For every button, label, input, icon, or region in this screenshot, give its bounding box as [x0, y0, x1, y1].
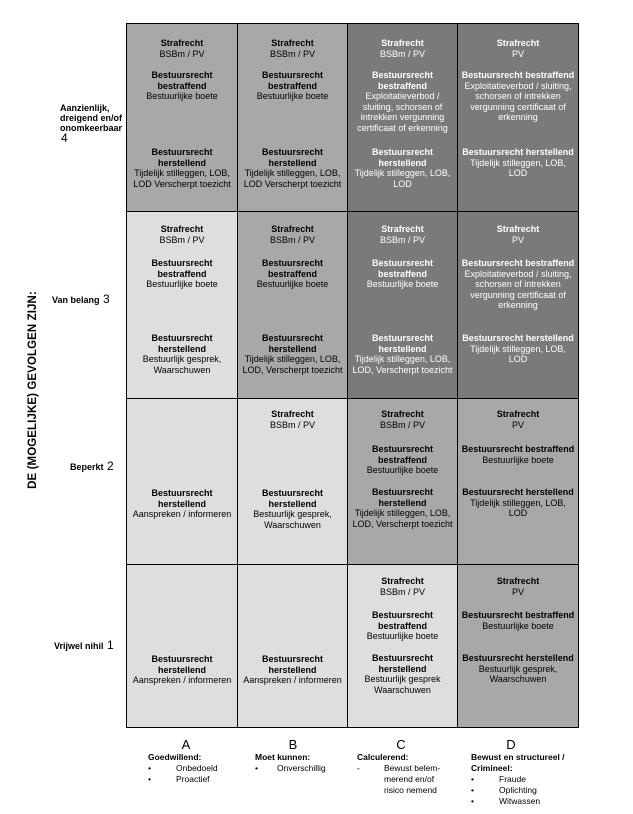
row-label-1: [54, 640, 124, 651]
cell-1-a-herstellend: Bestuursrecht herstellend: [151, 654, 213, 675]
cell-4-a-bestraffend-text: Bestuurlijke boete: [146, 91, 218, 102]
cell-3-c-strafrecht: Strafrecht: [381, 224, 424, 234]
cell-3-a-herstellend: Bestuursrecht herstellend: [151, 333, 213, 354]
column-desc-a-item: • Onbedoeld: [148, 763, 238, 774]
cell-1-d-bestraffend: Bestuursrecht bestraffend: [461, 610, 575, 620]
column-letter-d: D: [506, 737, 516, 752]
axis-label: DE (MOGELIJKE) GEVOLGEN ZIJN:: [27, 291, 39, 489]
row-label-4-text: Aanzienlijk, dreigend en/of onomkeerbaar: [60, 103, 123, 133]
cell-4-b-strafrecht-text: BSBm / PV: [269, 48, 315, 59]
cell-3-c-herstellend: Bestuursrecht herstellend: [371, 333, 434, 354]
cell-2-d: [458, 399, 578, 565]
cell-4-b-bestraffend-text: Bestuurlijke boete: [256, 91, 329, 102]
cell-3-d-bestraffend: Bestuursrecht bestraffend: [461, 258, 575, 268]
column-letter-c: C: [396, 737, 406, 752]
cell-3-d: [458, 212, 578, 399]
measures-grid: [126, 23, 579, 728]
cell-1-d: [458, 565, 578, 727]
cell-3-d-bestraffend-text: Exploitatieverbod / sluiting, schorsen of intrekken vergunning certificaat of erkenning: [464, 268, 572, 311]
column-desc-a: [148, 752, 238, 785]
cell-4-a-strafrecht-text: BSBm / PV: [159, 48, 205, 59]
cell-2-c-herstellend-text: Tijdelijk stilleggen, LOB, LOD, Verscherpt toezicht: [352, 508, 453, 529]
cell-4-b-strafrecht: Strafrecht: [271, 38, 314, 48]
cell-4-a-strafrecht: Strafrecht: [160, 38, 204, 48]
cell-2-c: [348, 399, 458, 565]
column-letter-b: B: [288, 737, 298, 752]
column-desc-d-title: Bewust en structureel / Crimineel:: [471, 752, 565, 773]
row-label-2-text: Beperkt: [70, 462, 104, 472]
cell-2-d-bestraffend-text: Bestuurlijke boete: [482, 454, 554, 465]
cell-2-c-bestraffend-text: Bestuurlijke boete: [366, 465, 439, 476]
row-label-3-number: 3: [103, 292, 110, 306]
cell-3-d-herstellend-text: Tijdelijk stilleggen, LOB, LOD: [470, 343, 566, 365]
cell-4-d-bestraffend: Bestuursrecht bestraffend: [461, 70, 575, 80]
cell-2-d-bestraffend: Bestuursrecht bestraffend: [461, 444, 575, 454]
cell-2-b: [238, 399, 348, 565]
cell-4-b-herstellend: Bestuursrecht herstellend: [261, 147, 324, 168]
cell-2-c-strafrecht-text: BSBm / PV: [379, 419, 425, 430]
cell-3-c-bestraffend: Bestuursrecht bestraffend: [371, 258, 434, 279]
cell-4-c-strafrecht: Strafrecht: [381, 38, 424, 48]
cell-4-a-bestraffend: Bestuursrecht bestraffend: [151, 70, 213, 91]
row-label-1-number: 1: [107, 638, 114, 652]
cell-4-a-herstellend: Bestuursrecht herstellend: [151, 147, 213, 168]
cell-4-b-bestraffend: Bestuursrecht bestraffend: [261, 70, 324, 91]
cell-3-a-bestraffend-text: Bestuurlijke boete: [146, 279, 218, 290]
column-desc-d-item: • Witwassen: [471, 796, 581, 807]
cell-1-c-herstellend-text: Bestuurlijk gesprek Waarschuwen: [364, 674, 441, 695]
row-label-4: [60, 103, 126, 144]
cell-4-c-herstellend-text: Tijdelijk stilleggen, LOB, LOD: [354, 168, 451, 189]
cell-2-b-herstellend-text: Bestuurlijk gesprek, Waarschuwen: [253, 509, 332, 530]
cell-2-a-herstellend-text: Aanspreken / informeren: [132, 509, 232, 520]
cell-4-c: [348, 24, 458, 212]
cell-3-a: [127, 212, 238, 399]
cell-1-c: [348, 565, 458, 727]
column-desc-b: [255, 752, 355, 774]
cell-2-b-strafrecht: Strafrecht: [271, 409, 314, 419]
cell-1-d-herstellend: Bestuursrecht herstellend: [462, 653, 574, 663]
cell-2-d-herstellend: Bestuursrecht herstellend: [462, 487, 574, 497]
cell-4-d: [458, 24, 578, 212]
column-desc-c-item: - Bewust belem- merend en/of risico nemend: [357, 763, 449, 796]
cell-4-c-strafrecht-text: BSBm / PV: [379, 48, 425, 59]
cell-3-b-bestraffend: Bestuursrecht bestraffend: [261, 258, 324, 279]
cell-3-b: [238, 212, 348, 399]
cell-1-c-bestraffend: Bestuursrecht bestraffend: [371, 610, 434, 631]
cell-1-d-strafrecht-text: PV: [511, 586, 524, 597]
cell-1-b: [238, 565, 348, 727]
cell-3-a-herstellend-text: Bestuurlijk gesprek, Waarschuwen: [142, 354, 222, 375]
cell-4-a-herstellend-text: Tijdelijk stilleggen, LOB, LOD Verscherpt toezicht: [133, 168, 231, 189]
cell-1-c-bestraffend-text: Bestuurlijke boete: [366, 631, 439, 642]
column-desc-a-title: Goedwillend:: [148, 752, 202, 762]
cell-2-b-strafrecht-text: BSBm / PV: [269, 419, 315, 430]
column-desc-d-item: • Fraude: [471, 774, 581, 785]
cell-3-d-herstellend: Bestuursrecht herstellend: [462, 333, 574, 343]
cell-1-c-herstellend: Bestuursrecht herstellend: [371, 653, 434, 674]
cell-3-b-herstellend-text: Tijdelijk stilleggen, LOB, LOD, Verscherpt toezicht: [242, 354, 343, 375]
row-label-2: [70, 461, 125, 472]
row-label-1-text: Vrijwel nihil: [54, 641, 104, 651]
cell-2-d-strafrecht-text: PV: [511, 419, 524, 430]
cell-4-c-herstellend: Bestuursrecht herstellend: [371, 147, 434, 168]
column-letter-a: A: [181, 737, 191, 752]
cell-1-d-bestraffend-text: Bestuurlijke boete: [482, 620, 554, 631]
cell-4-d-bestraffend-text: Exploitatieverbod / sluiting, schorsen of intrekken vergunning certificaat of erkenning: [464, 80, 572, 123]
cell-3-a-strafrecht: Strafrecht: [160, 224, 204, 234]
row-label-4-number: 4: [61, 131, 68, 145]
cell-4-d-strafrecht: Strafrecht: [496, 38, 540, 48]
cell-3-b-strafrecht-text: BSBm / PV: [269, 234, 315, 245]
column-desc-d-item: • Oplichting: [471, 785, 581, 796]
cell-2-c-strafrecht: Strafrecht: [381, 409, 424, 419]
cell-4-d-herstellend-text: Tijdelijk stilleggen, LOB, LOD: [470, 157, 566, 179]
cell-1-b-herstellend-text: Aanspreken / informeren: [243, 675, 342, 686]
column-desc-c-title: Calculerend:: [357, 752, 409, 762]
cell-4-a: [127, 24, 238, 212]
cell-3-a-bestraffend: Bestuursrecht bestraffend: [151, 258, 213, 279]
cell-3-b-strafrecht: Strafrecht: [271, 224, 314, 234]
cell-2-d-strafrecht: Strafrecht: [496, 409, 540, 419]
cell-1-c-strafrecht: Strafrecht: [381, 576, 424, 586]
cell-3-d-strafrecht: Strafrecht: [496, 224, 540, 234]
cell-3-c-herstellend-text: Tijdelijk stilleggen, LOB, LOD, Verscherpt toezicht: [352, 354, 453, 375]
cell-3-c-strafrecht-text: BSBm / PV: [379, 234, 425, 245]
column-desc-c: [357, 752, 449, 796]
column-desc-d: [471, 752, 581, 807]
column-desc-a-item: • Proactief: [148, 774, 238, 785]
cell-4-c-bestraffend: Bestuursrecht bestraffend: [371, 70, 434, 91]
row-label-2-number: 2: [107, 459, 114, 473]
cell-2-d-herstellend-text: Tijdelijk stilleggen, LOB, LOD: [470, 497, 566, 519]
cell-3-b-bestraffend-text: Bestuurlijke boete: [256, 279, 329, 290]
cell-2-a-herstellend: Bestuursrecht herstellend: [151, 488, 213, 509]
column-desc-b-item: • Onverschillig: [255, 763, 355, 774]
cell-4-d-herstellend: Bestuursrecht herstellend: [462, 147, 574, 157]
cell-3-c: [348, 212, 458, 399]
cell-3-c-bestraffend-text: Bestuurlijke boete: [366, 279, 439, 290]
cell-1-c-strafrecht-text: BSBm / PV: [379, 586, 425, 597]
row-label-3-text: Van belang: [52, 295, 100, 305]
cell-1-a: [127, 565, 238, 727]
cell-1-d-strafrecht: Strafrecht: [496, 576, 540, 586]
cell-3-b-herstellend: Bestuursrecht herstellend: [261, 333, 324, 354]
cell-1-a-herstellend-text: Aanspreken / informeren: [132, 675, 232, 686]
cell-3-a-strafrecht-text: BSBm / PV: [159, 234, 205, 245]
cell-2-b-herstellend: Bestuursrecht herstellend: [261, 488, 324, 509]
cell-2-a: [127, 399, 238, 565]
cell-1-d-herstellend-text: Bestuurlijk gesprek, Waarschuwen: [478, 663, 558, 685]
cell-4-c-bestraffend-text: Exploitatieverbod / sluiting, schorsen of intrekken vergunning certificaat of erkenning: [357, 91, 448, 133]
cell-4-b: [238, 24, 348, 212]
column-desc-b-title: Moet kunnen:: [255, 752, 311, 762]
row-label-3: [52, 294, 122, 305]
cell-4-b-herstellend-text: Tijdelijk stilleggen, LOB, LOD Verscherpt toezicht: [243, 168, 342, 189]
cell-3-d-strafrecht-text: PV: [511, 234, 524, 245]
cell-1-b-herstellend: Bestuursrecht herstellend: [261, 654, 324, 675]
cell-2-c-bestraffend: Bestuursrecht bestraffend: [371, 444, 434, 465]
cell-2-c-herstellend: Bestuursrecht herstellend: [371, 487, 434, 508]
cell-4-d-strafrecht-text: PV: [511, 48, 524, 59]
